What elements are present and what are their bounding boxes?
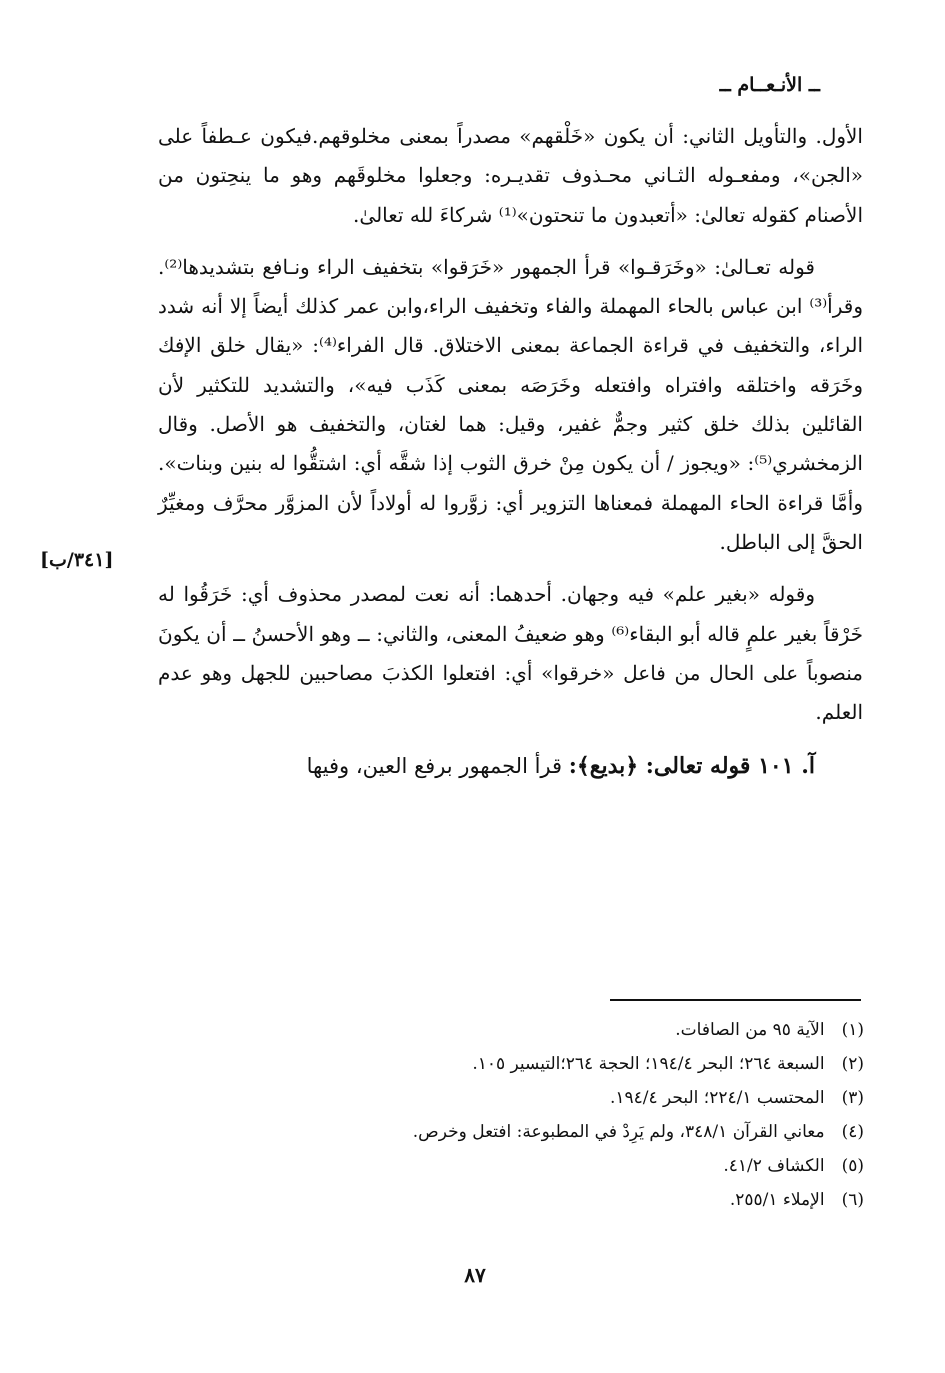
footnote-number: (٣) [841,1088,864,1108]
footnote-2 [160,1047,864,1081]
footnote-number: (١) [841,1020,864,1040]
footnote-text: الإملاء ٢٥٥/١. [729,1190,825,1210]
footnote-number: (٢) [841,1054,864,1074]
footnotes [160,1013,864,1217]
paragraph-1: الأول. والتأويل الثاني: أن يكون «خَلْقهم» مصدراً بمعنى مخلوقهم.فيكون عـطفاً على «الجن»، ومفعـوله الثـاني محـذوف تقديـره: وجعلوا مخلوقَهم وهو ما ينحِتون من الأصنام كقوله تعالىٰ: «أتعبدون ما تنحتون»⁽¹⁾ شركاءَ لله تعالىٰ. [158,124,863,227]
footnote-number: (٦) [841,1190,864,1210]
footnote-5 [160,1149,864,1183]
footnote-number: (٤) [841,1122,864,1142]
paragraph-3: وقوله «بغير علم» فيه وجهان. أحدهما: أنه نعت لمصدر محذوف أي: خَرَقُوا له خَرْقاً بغير علمٍ قاله أبو البقاء⁽⁶⁾ وهو ضعيفُ المعنى، والثاني: ــ وهو الأحسنُ ــ أن يكونَ منصوباً على الحال من فاعل «خرقوا» أي: افتعلوا الكذبَ مصاحبين للجهل وهو عدم العلم. [158,582,863,725]
footnote-number: (٥) [841,1156,864,1176]
footnote-6 [160,1183,864,1217]
footnote-3 [160,1081,864,1115]
page-number: ٨٧ [464,1263,486,1287]
footnote-divider [610,999,861,1001]
paragraph-2: قوله تعـالىٰ: «وخَرَقـوا» قرأ الجمهور «خَرَقوا» بتخفيف الراء ونـافع بتشديدها⁽²⁾. وقرأ⁽³⁾ ابن عباس بالحاء المهملة والفاء وتخفيف الراء،وابن عمر كذلك أيضاً إلا أنه شدد الراء، والتخفيف في قراءة الجماعة بمعنى الاختلاق. قال الفراء⁽⁴⁾: «يقال خلق الإفك وخَرَقه واختلقه وافتراه وافتعله وخَرَصَه بمعنى كَذَب فيه»، والتشديد للتكثير لأن القائلين بذلك خلق كثير وجمٌّ غفير، وقيل: هما لغتان، والتخفيف هو الأصل. وقال الزمخشري⁽⁵⁾: «ويجوز / أن يكون مِنْ خرق الثوب إذا شقَّه أي: اشتقُّوا له بنين وبنات». وأمَّا قراءة الحاء المهملة فمعناها التزوير أي: زوَّروا له أولاداً لأن المزوَّر محرَّف ومغيِّرٌ الحقَّ إلى الباطل. [158,254,863,554]
verse-heading: آ. ١٠١ قوله تعالى: ﴿بديع﴾: [568,753,815,780]
footnote-text: السبعة ٢٦٤؛ البحر ١٩٤/٤؛ الحجة ٢٦٤؛التيسير ١٠٥. [472,1054,825,1074]
footnote-text: معاني القرآن ٣٤٨/١، ولم يَرِدْ في المطبوعة: افتعل وخرص. [412,1122,825,1142]
paragraph-4-verse [158,747,863,786]
main-text [158,117,863,787]
footnote-text: المحتسب ٢٢٤/١؛ البحر ١٩٤/٤. [609,1088,825,1108]
footnote-text: الآية ٩٥ من الصافات. [675,1020,825,1040]
running-head: ــ الأنـعــام ــ [719,74,820,96]
manuscript-folio-reference: [٣٤١/ب] [40,549,114,571]
footnote-1 [160,1013,864,1047]
footnote-4 [160,1115,864,1149]
footnote-text: الكشاف ٤١/٢. [723,1156,825,1176]
verse-text: قرأ الجمهور برفع العين، وفيها [306,754,569,779]
